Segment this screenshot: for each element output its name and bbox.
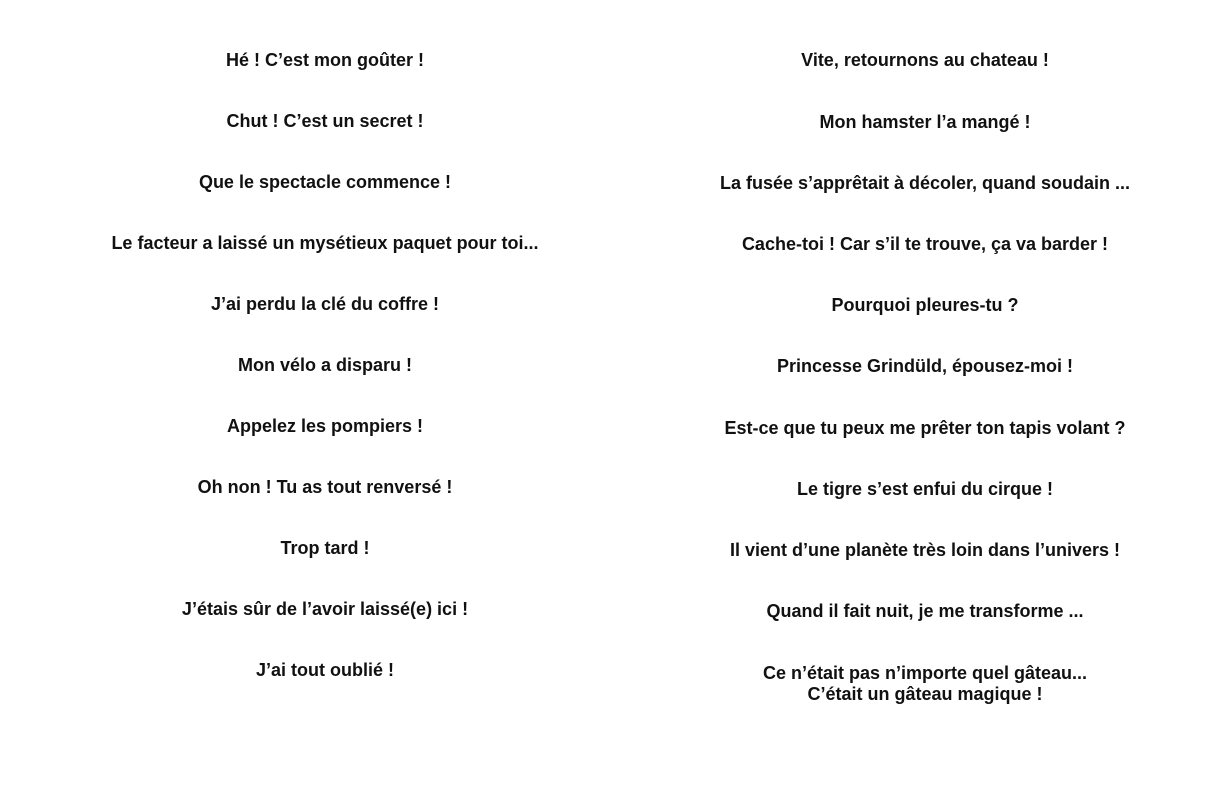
phrase-item: Il vient d’une planète très loin dans l’univers ! <box>729 540 1121 560</box>
phrase-item: Vite, retournons au chateau ! <box>801 50 1049 70</box>
phrase-item: Pourquoi pleures-tu ? <box>831 295 1019 315</box>
phrase-item: Cache-toi ! Car s’il te trouve, ça va barder ! <box>741 234 1109 254</box>
phrase-line: Ce n’était pas n’importe quel gâteau... <box>762 663 1088 683</box>
phrase-item: Hé ! C’est mon goûter ! <box>225 50 425 70</box>
phrase-item: Le facteur a laissé un mysétieux paquet pour toi... <box>111 233 539 253</box>
phrase-item: Princesse Grindüld, épousez-moi ! <box>776 356 1074 376</box>
phrase-item: Que le spectacle commence ! <box>198 172 452 192</box>
phrase-item: Le tigre s’est enfui du cirque ! <box>796 479 1054 499</box>
phrase-item: J’ai tout oublié ! <box>256 660 394 680</box>
phrase-item: Trop tard ! <box>280 538 370 558</box>
phrase-item: J’ai perdu la clé du coffre ! <box>210 294 440 314</box>
phrase-item: Appelez les pompiers ! <box>226 416 424 436</box>
phrase-item: Oh non ! Tu as tout renversé ! <box>197 477 453 497</box>
phrase-item: Quand il fait nuit, je me transforme ... <box>766 601 1084 621</box>
phrase-item-two-line <box>763 663 1087 705</box>
phrase-item: Mon hamster l’a mangé ! <box>819 112 1031 132</box>
phrase-line: C’était un gâteau magique ! <box>807 684 1043 704</box>
phrase-item: Chut ! C’est un secret ! <box>226 111 424 131</box>
phrase-item: Est-ce que tu peux me prêter ton tapis volant ? <box>724 418 1126 438</box>
phrase-item: La fusée s’apprêtait à décoler, quand soudain ... <box>719 173 1131 193</box>
phrase-item: Mon vélo a disparu ! <box>237 355 413 375</box>
phrase-item: J’étais sûr de l’avoir laissé(e) ici ! <box>181 599 469 619</box>
